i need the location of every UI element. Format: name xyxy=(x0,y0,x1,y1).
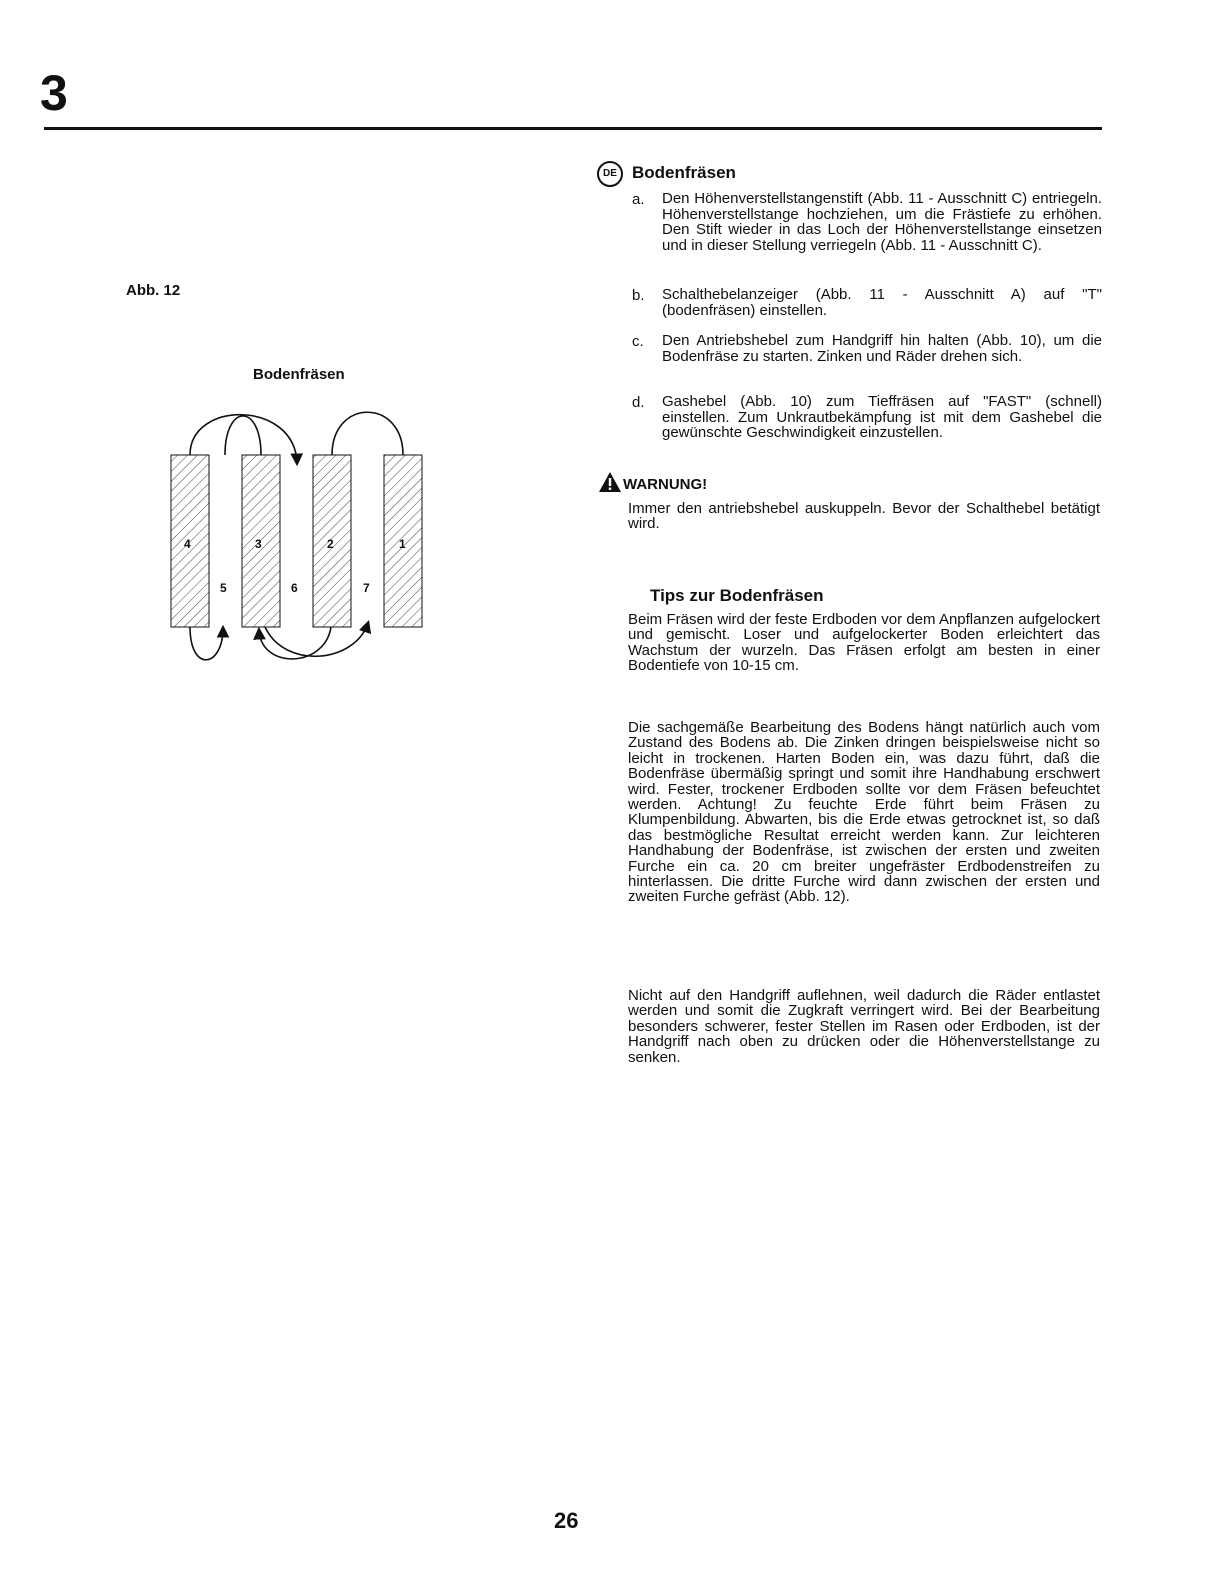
figure-label: Abb. 12 xyxy=(126,282,181,299)
tilling-pattern-diagram xyxy=(165,408,435,668)
gap-number-6: 6 xyxy=(291,581,298,595)
warning-triangle-icon xyxy=(598,471,622,493)
turn-arc-top-2-1 xyxy=(332,412,403,455)
section-title: Bodenfräsen xyxy=(632,163,736,182)
strip-number-3: 3 xyxy=(255,537,262,551)
tips-paragraph-1: Beim Fräsen wird der feste Erdboden vor dem Anpflanzen aufgelockert und gemischt. Loser und aufgelockerter Boden erleichtert das Wachstum der wurzeln. Das Fräsen erfolgt am besten in einer Bodentiefe von 10-15 cm. xyxy=(628,611,1100,675)
list-item-d: Gashebel (Abb. 10) zum Tieffräsen auf "FAST" (schnell) einstellen. Zum Unkrautbekämpfung ist mit dem Gashebel die gewünschte Geschwindigkeit einzustellen. xyxy=(662,393,1102,441)
tips-paragraph-2: Die sachgemäße Bearbeitung des Bodens hängt natürlich auch vom Zustand des Bodens ab. Die Zinken dringen beispielsweise nicht so leicht in trockenen. Harten Boden ein, was dazu führt, daß die Bodenfräse übermäßig springt und somit ihre Handhabung erschwert wird. Fester, trockener Erdboden sollte vor dem Fräsen befeuchtet werden. Achtung! Zu feuchte Erde führt beim Fräsen zu Klumpenbildung. Abwarten, bis die Erde etwas getrocknet ist, so daß das bestmögliche Resultat erreicht werden kann. Zur leichteren Handhabung der Bodenfräse, ist zwischen der ersten und zweiten Furche ein ca. 20 cm breiter ungefräster Erdbodenstreifen zu hinterlassen. Die dritte Furche wird dann zwischen der ersten und zweiten Furche gefräst (Abb. 12). xyxy=(628,719,1100,906)
tips-paragraph-3: Nicht auf den Handgriff auflehnen, weil dadurch die Räder entlastet werden und somit die Zugkraft verringert wird. Bei der Bearbeitung besonders schwerer, fester Stellen im Rasen oder Erdboden, ist der Handgriff nach oben zu drücken oder die Höhenverstellstange zu senken. xyxy=(628,987,1100,1066)
strip-number-2: 2 xyxy=(327,537,334,551)
gap-number-7: 7 xyxy=(363,581,370,595)
turn-arc-bottom-6-3 xyxy=(259,627,331,659)
turn-arc-bottom-4-5 xyxy=(190,627,223,660)
language-badge: DE xyxy=(597,161,623,187)
list-item-b: Schalthebelanzeiger (Abb. 11 - Ausschnitt A) auf "T" (bodenfräsen) einstellen. xyxy=(662,286,1102,319)
page-number: 26 xyxy=(554,1508,579,1533)
list-marker-d: d. xyxy=(632,394,645,411)
list-item-a: Den Höhenverstellstangenstift (Abb. 11 - Ausschnitt C) entriegeln. Höhenverstellstange hochziehen, um die Frästiefe zu erhöhen. Den Stift wieder in das Loch der Höhenverstellstange einsetzen und in dieser Stellung verriegeln (Abb. 11 - Ausschnitt C). xyxy=(662,190,1102,254)
strip-number-4: 4 xyxy=(184,537,191,551)
list-item-c: Den Antriebshebel zum Handgriff hin halten (Abb. 10), um die Bodenfräse zu starten. Zinken und Räder drehen sich. xyxy=(662,332,1102,365)
chapter-number: 3 xyxy=(40,65,68,121)
warning-text: Immer den antriebshebel auskuppeln. Bevor der Schalthebel betätigt wird. xyxy=(628,500,1100,533)
strip-number-1: 1 xyxy=(399,537,406,551)
list-marker-c: c. xyxy=(632,333,644,350)
warning-title: WARNUNG! xyxy=(623,476,708,493)
header-rule xyxy=(44,127,1102,130)
turn-arc-top-5-3 xyxy=(225,416,261,455)
figure-title: Bodenfräsen xyxy=(253,366,345,383)
list-marker-b: b. xyxy=(632,287,645,304)
list-marker-a: a. xyxy=(632,191,645,208)
gap-number-5: 5 xyxy=(220,581,227,595)
tips-title: Tips zur Bodenfräsen xyxy=(650,586,824,605)
